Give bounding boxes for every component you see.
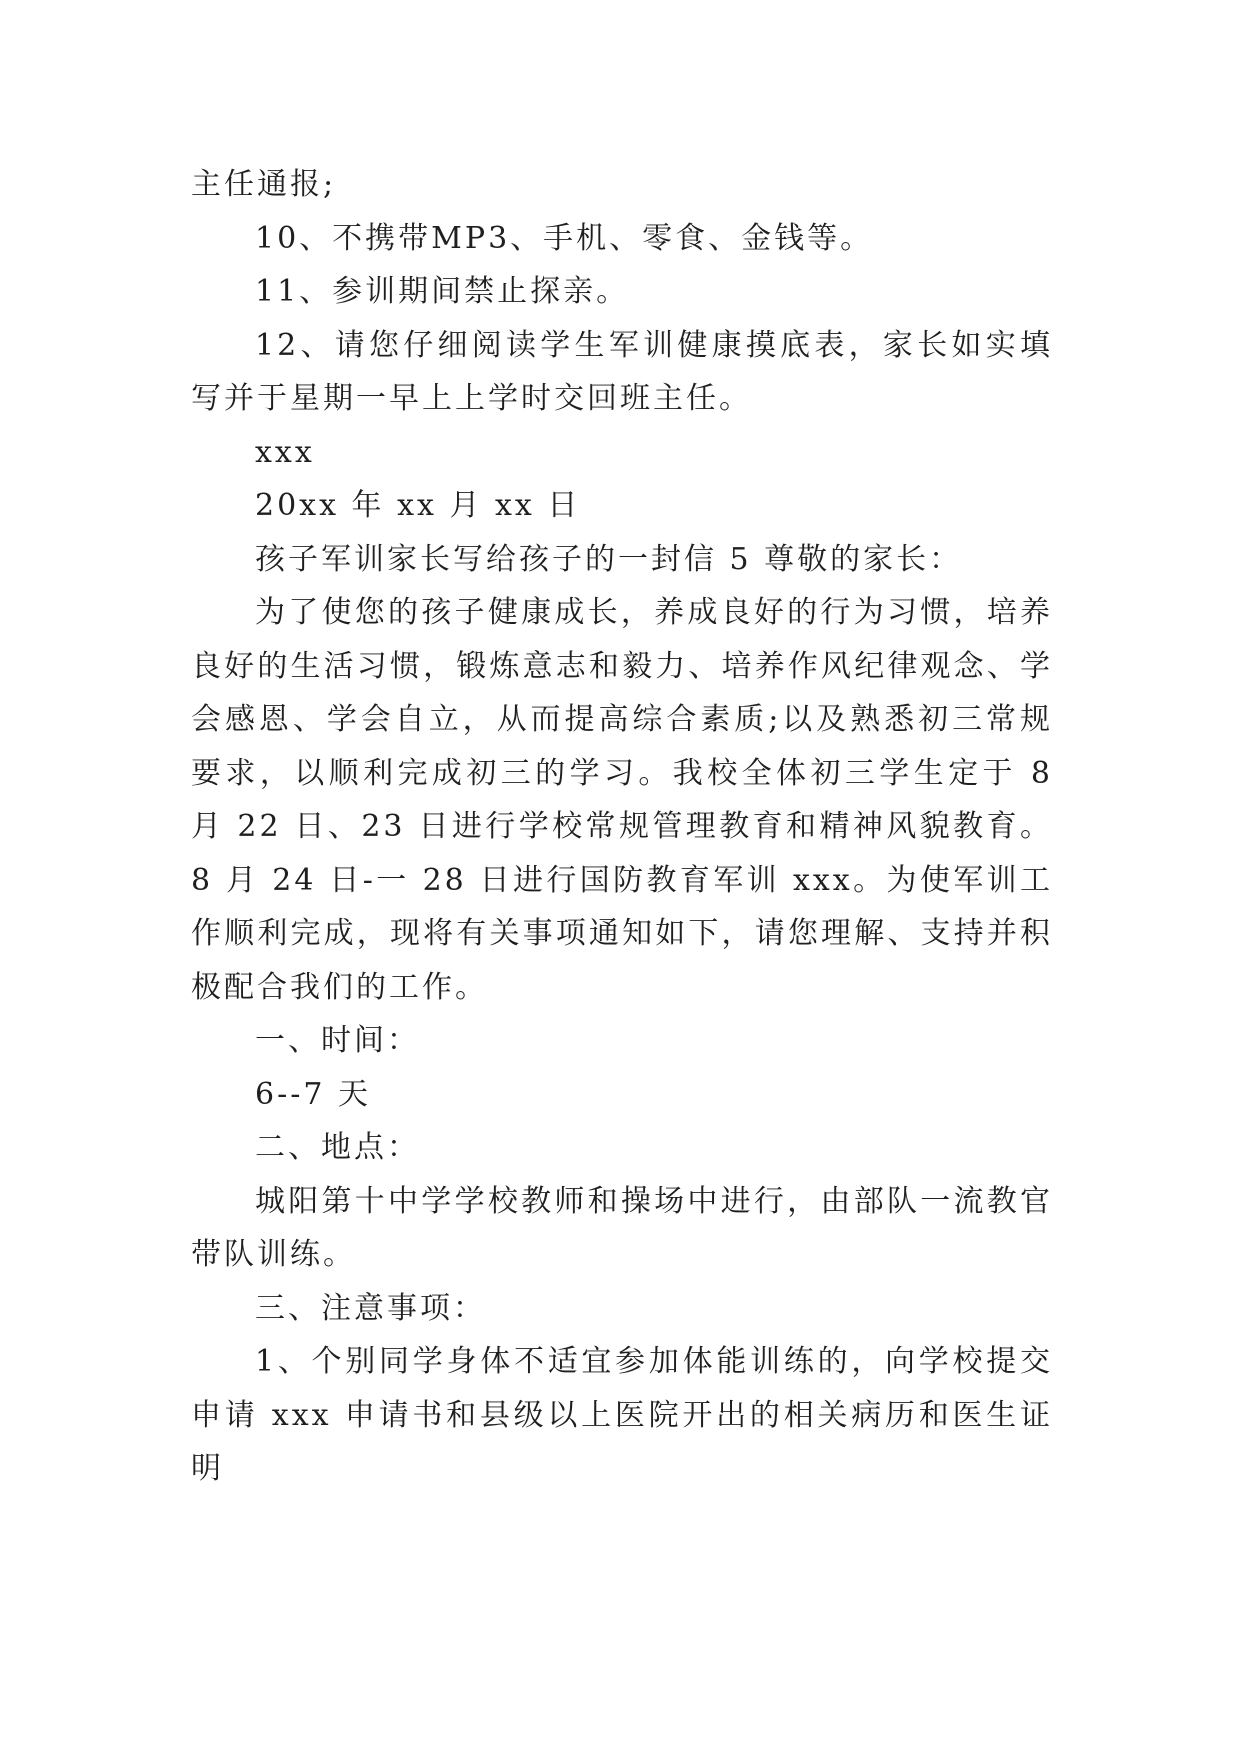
paragraph-item-11: 11、参训期间禁止探亲。 xyxy=(255,274,630,309)
paragraph-item-10: 10、不携带MP3、手机、零食、金钱等。 xyxy=(255,220,874,256)
section-heading-notes: 三、注意事项： xyxy=(255,1290,486,1326)
letter-heading: 孩子军训家长写给孩子的一封信 5 尊敬的家长： xyxy=(255,541,963,577)
paragraph-intro: 为了使您的孩子健康成长，养成良好的行为习惯，培养良好的生活习惯，锻炼意志和毅力、培养作风纪律观念、学会感恩、学会自立，从而提高综合素质;以及熟悉初三常规要求，以顺利完成初三的学习。我校全体初三学生定于 8 月 22 日、23 日进行学校常规管理教育和精神风貌教育。8 月 24 日-一 28 日进行国防教育军训 xxx。为使军训工作顺利完成，现将有关事项通知如下，请您理解、支持并积极配合我们的工作。 xyxy=(191,595,1053,1005)
paragraph-item-12: 12、请您仔细阅读学生军训健康摸底表，家长如实填写并于星期一早上上学时交回班主任。 xyxy=(191,327,1053,416)
section-value-time: 6--7 天 xyxy=(255,1076,371,1112)
section-value-location: 城阳第十中学学校教师和操场中进行，由部队一流教官带队训练。 xyxy=(191,1183,1053,1272)
paragraph-continuation: 主任通报; xyxy=(191,167,337,202)
document-body xyxy=(191,158,1053,1496)
signature-date: 20xx 年 xx 月 xx 日 xyxy=(255,488,581,523)
signature-name: xxx xyxy=(255,434,315,470)
section-heading-time: 一、时间： xyxy=(255,1023,420,1058)
paragraph-note-1: 1、个别同学身体不适宜参加体能训练的，向学校提交申请 xxx 申请书和县级以上医院开出的相关病历和医生证明 xyxy=(191,1344,1053,1486)
section-heading-location: 二、地点： xyxy=(255,1130,420,1165)
